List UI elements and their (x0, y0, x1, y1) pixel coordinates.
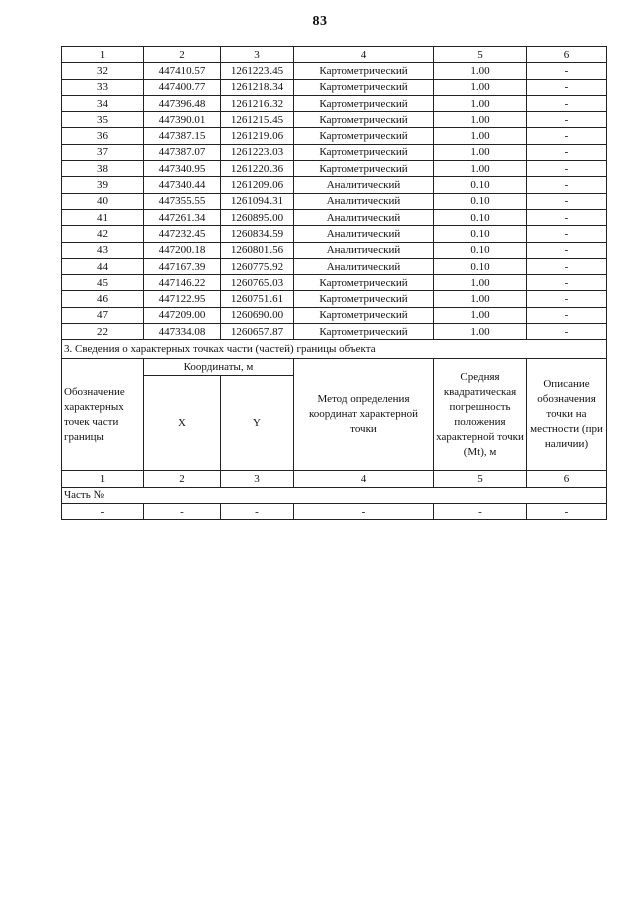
accuracy-cell: 1.00 (434, 144, 527, 160)
description-cell: - (527, 95, 607, 111)
column-number: 5 (434, 47, 527, 63)
coord-y-cell: 1260751.61 (221, 291, 294, 307)
empty-cell: - (527, 503, 607, 519)
empty-cell: - (144, 503, 221, 519)
header-accuracy: Средняя квадратическая погрешность положения характерной точки (Mt), м (434, 359, 527, 471)
coord-x-cell: 447387.15 (144, 128, 221, 144)
description-cell: - (527, 275, 607, 291)
coord-x-cell: 447209.00 (144, 307, 221, 323)
point-number-cell: 36 (62, 128, 144, 144)
section-column-number-row (62, 471, 607, 487)
coord-x-cell: 447261.34 (144, 209, 221, 225)
method-cell: Картометрический (294, 79, 434, 95)
point-number-cell: 40 (62, 193, 144, 209)
method-cell: Аналитический (294, 209, 434, 225)
description-cell: - (527, 226, 607, 242)
coord-y-cell: 1260834.59 (221, 226, 294, 242)
coord-y-cell: 1261223.45 (221, 63, 294, 79)
point-number-cell: 45 (62, 275, 144, 291)
part-label: Часть № (62, 487, 607, 503)
coord-x-cell: 447340.95 (144, 161, 221, 177)
table-row (62, 144, 607, 160)
description-cell: - (527, 307, 607, 323)
table-row (62, 79, 607, 95)
accuracy-cell: 0.10 (434, 177, 527, 193)
point-number-cell: 46 (62, 291, 144, 307)
header-y: Y (221, 376, 294, 471)
accuracy-cell: 1.00 (434, 275, 527, 291)
table-row (62, 112, 607, 128)
header-x: X (144, 376, 221, 471)
description-cell: - (527, 63, 607, 79)
accuracy-cell: 0.10 (434, 226, 527, 242)
column-number: 4 (294, 471, 434, 487)
table-row (62, 242, 607, 258)
point-number-cell: 43 (62, 242, 144, 258)
column-number: 1 (62, 47, 144, 63)
empty-cell: - (62, 503, 144, 519)
coord-y-cell: 1260895.00 (221, 209, 294, 225)
coord-x-cell: 447146.22 (144, 275, 221, 291)
description-cell: - (527, 209, 607, 225)
coord-y-cell: 1261209.06 (221, 177, 294, 193)
coord-y-cell: 1260801.56 (221, 242, 294, 258)
column-number: 3 (221, 471, 294, 487)
section-title: 3. Сведения о характерных точках части (частей) границы объекта (62, 340, 607, 359)
part-label-row (62, 487, 607, 503)
coord-x-cell: 447232.45 (144, 226, 221, 242)
column-number-row (62, 47, 607, 63)
description-cell: - (527, 79, 607, 95)
coord-y-cell: 1261215.45 (221, 112, 294, 128)
coord-x-cell: 447390.01 (144, 112, 221, 128)
column-number: 2 (144, 471, 221, 487)
method-cell: Картометрический (294, 291, 434, 307)
column-number: 6 (527, 471, 607, 487)
empty-data-row (62, 503, 607, 519)
table-row (62, 275, 607, 291)
description-cell: - (527, 291, 607, 307)
method-cell: Картометрический (294, 324, 434, 340)
table-row (62, 161, 607, 177)
method-cell: Аналитический (294, 258, 434, 274)
coord-x-cell: 447122.95 (144, 291, 221, 307)
coord-x-cell: 447387.07 (144, 144, 221, 160)
accuracy-cell: 0.10 (434, 258, 527, 274)
coord-x-cell: 447410.57 (144, 63, 221, 79)
table-row (62, 307, 607, 323)
coord-x-cell: 447340.44 (144, 177, 221, 193)
description-cell: - (527, 258, 607, 274)
point-number-cell: 42 (62, 226, 144, 242)
method-cell: Картометрический (294, 128, 434, 144)
point-number-cell: 41 (62, 209, 144, 225)
coord-y-cell: 1261223.03 (221, 144, 294, 160)
point-number-cell: 47 (62, 307, 144, 323)
table-row (62, 95, 607, 111)
table-row (62, 258, 607, 274)
point-number-cell: 35 (62, 112, 144, 128)
point-number-cell: 34 (62, 95, 144, 111)
column-number: 5 (434, 471, 527, 487)
table-row (62, 128, 607, 144)
method-cell: Аналитический (294, 177, 434, 193)
coord-y-cell: 1260690.00 (221, 307, 294, 323)
accuracy-cell: 1.00 (434, 324, 527, 340)
description-cell: - (527, 144, 607, 160)
point-number-cell: 38 (62, 161, 144, 177)
description-cell: - (527, 161, 607, 177)
table-row (62, 226, 607, 242)
page-number: 83 (312, 14, 328, 29)
accuracy-cell: 1.00 (434, 161, 527, 177)
description-cell: - (527, 324, 607, 340)
section-header-row (62, 359, 607, 376)
point-number-cell: 37 (62, 144, 144, 160)
column-number: 1 (62, 471, 144, 487)
column-number: 3 (221, 47, 294, 63)
point-number-cell: 39 (62, 177, 144, 193)
description-cell: - (527, 242, 607, 258)
method-cell: Картометрический (294, 307, 434, 323)
description-cell: - (527, 177, 607, 193)
coord-y-cell: 1261218.34 (221, 79, 294, 95)
method-cell: Аналитический (294, 242, 434, 258)
accuracy-cell: 1.00 (434, 63, 527, 79)
coordinates-table (61, 46, 607, 520)
method-cell: Картометрический (294, 275, 434, 291)
method-cell: Картометрический (294, 112, 434, 128)
coord-y-cell: 1261220.36 (221, 161, 294, 177)
point-number-cell: 32 (62, 63, 144, 79)
table-row (62, 291, 607, 307)
description-cell: - (527, 112, 607, 128)
table-row (62, 177, 607, 193)
method-cell: Картометрический (294, 161, 434, 177)
accuracy-cell: 0.10 (434, 242, 527, 258)
accuracy-cell: 0.10 (434, 193, 527, 209)
coord-y-cell: 1261216.32 (221, 95, 294, 111)
header-designation (62, 359, 144, 471)
coord-x-cell: 447400.77 (144, 79, 221, 95)
header-method: Метод определения координат характерной точки (294, 359, 434, 471)
table-row (62, 324, 607, 340)
coord-y-cell: 1261219.06 (221, 128, 294, 144)
table-row (62, 63, 607, 79)
header-description: Описание обозначения точки на местности (при наличии) (527, 359, 607, 471)
coord-x-cell: 447200.18 (144, 242, 221, 258)
section-title-row (62, 340, 607, 359)
accuracy-cell: 1.00 (434, 112, 527, 128)
coord-x-cell: 447334.08 (144, 324, 221, 340)
accuracy-cell: 1.00 (434, 79, 527, 95)
method-cell: Аналитический (294, 226, 434, 242)
accuracy-cell: 1.00 (434, 307, 527, 323)
empty-cell: - (221, 503, 294, 519)
description-cell: - (527, 128, 607, 144)
coord-y-cell: 1260765.03 (221, 275, 294, 291)
coord-x-cell: 447396.48 (144, 95, 221, 111)
accuracy-cell: 0.10 (434, 209, 527, 225)
table-row (62, 209, 607, 225)
accuracy-cell: 1.00 (434, 95, 527, 111)
coord-x-cell: 447167.39 (144, 258, 221, 274)
coord-y-cell: 1261094.31 (221, 193, 294, 209)
header-designation-text: Обозначение характерных точек части границы (64, 385, 125, 443)
empty-cell: - (294, 503, 434, 519)
coord-x-cell: 447355.55 (144, 193, 221, 209)
accuracy-cell: 1.00 (434, 128, 527, 144)
point-number-cell: 33 (62, 79, 144, 95)
point-number-cell: 44 (62, 258, 144, 274)
empty-cell: - (434, 503, 527, 519)
accuracy-cell: 1.00 (434, 291, 527, 307)
table-row (62, 193, 607, 209)
method-cell: Картометрический (294, 95, 434, 111)
column-number: 4 (294, 47, 434, 63)
point-number-cell: 22 (62, 324, 144, 340)
method-cell: Картометрический (294, 63, 434, 79)
header-coordinates: Координаты, м (144, 359, 294, 376)
column-number: 6 (527, 47, 607, 63)
column-number: 2 (144, 47, 221, 63)
method-cell: Аналитический (294, 193, 434, 209)
coord-y-cell: 1260657.87 (221, 324, 294, 340)
method-cell: Картометрический (294, 144, 434, 160)
description-cell: - (527, 193, 607, 209)
coord-y-cell: 1260775.92 (221, 258, 294, 274)
